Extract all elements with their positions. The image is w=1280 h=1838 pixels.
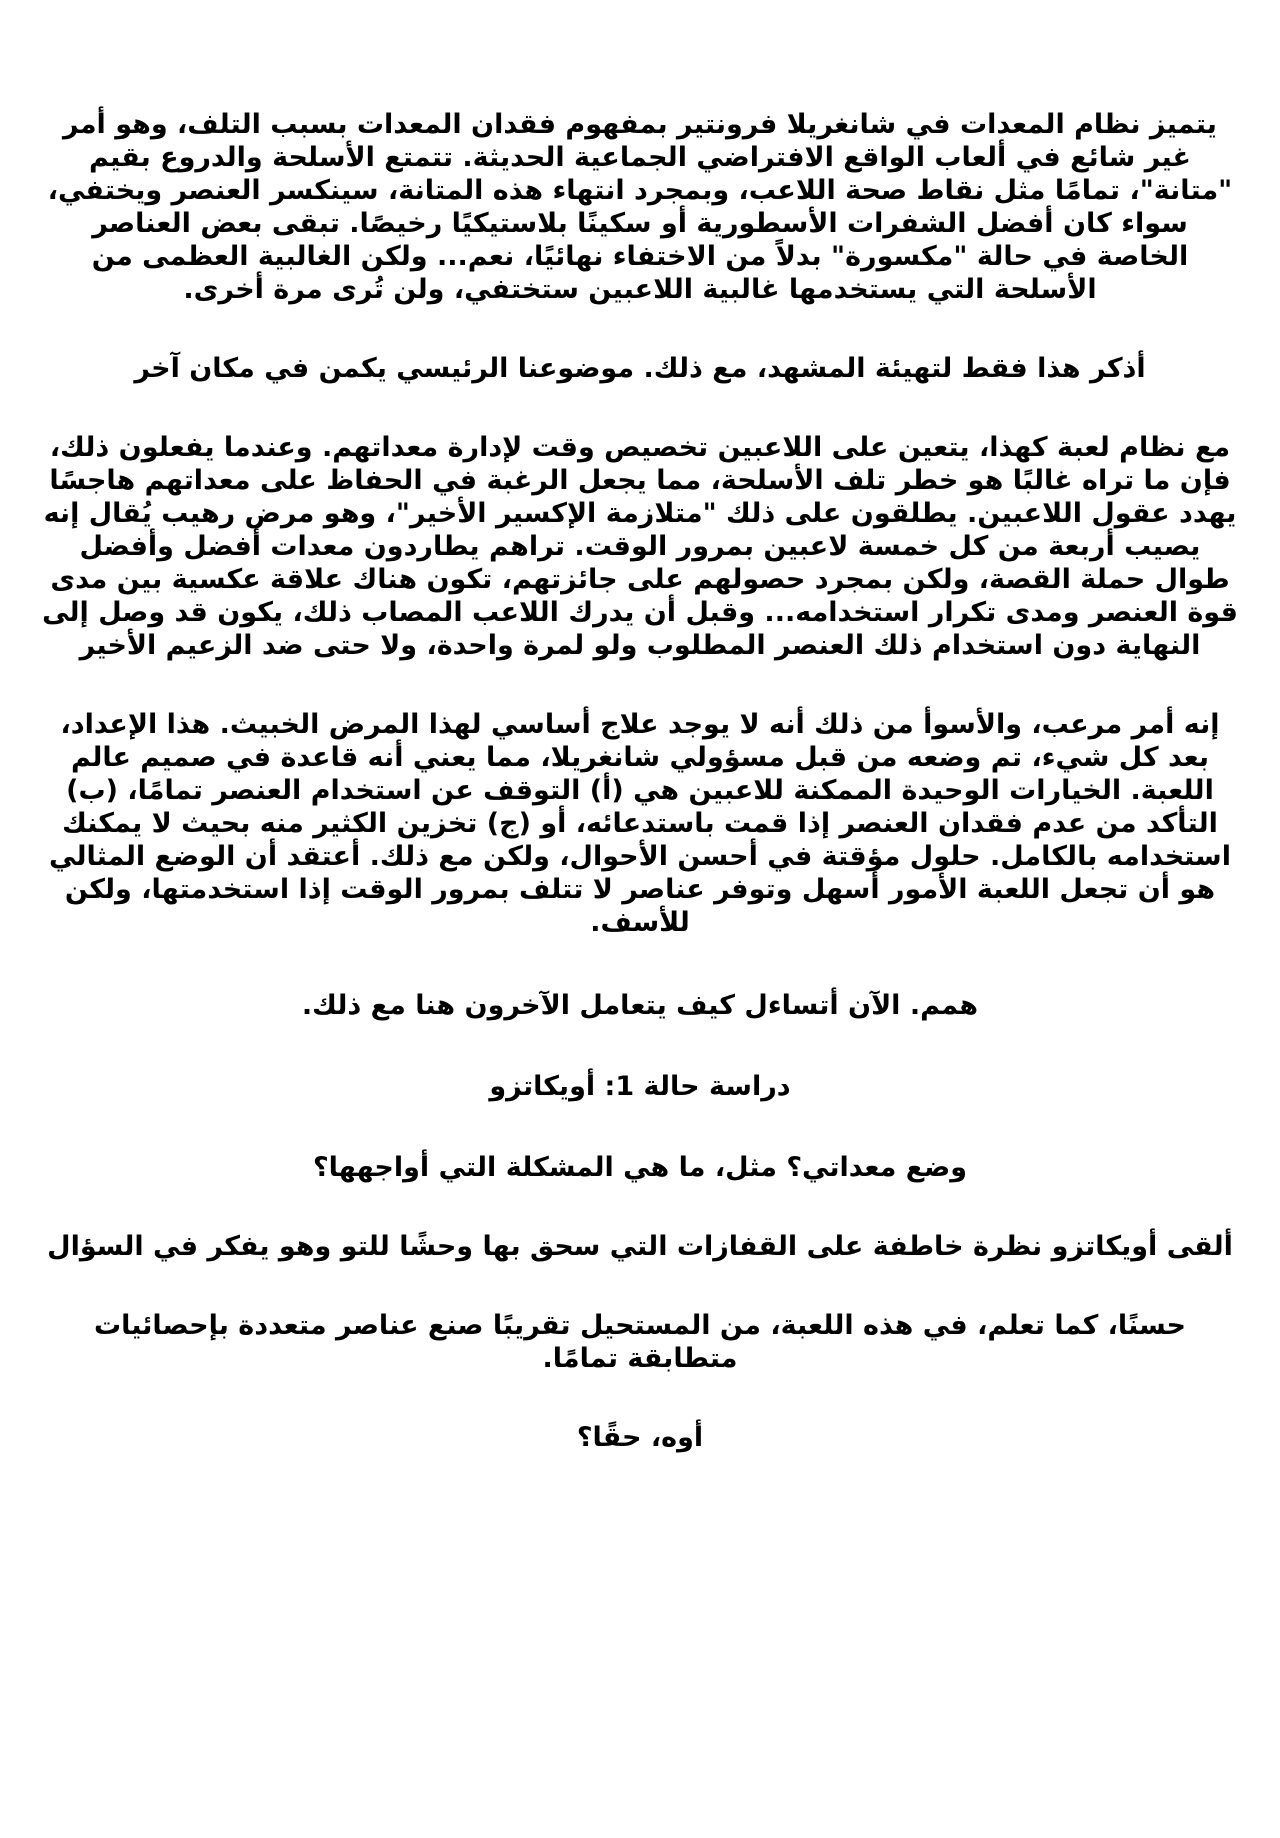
paragraph-scene-setting: أذكر هذا فقط لتهيئة المشهد، مع ذلك. موضوعنا الرئيسي يكمن في مكان آخر	[134, 353, 1146, 384]
paragraph-wonder: همم. الآن أتساءل كيف يتعامل الآخرون هنا مع ذلك.	[301, 990, 979, 1021]
dialogue-line-3: أوه، حقًا؟	[576, 1422, 704, 1453]
dialogue-line-1: وضع معداتي؟ مثل، ما هي المشكلة التي أواجهها؟	[312, 1152, 968, 1183]
paragraph-last-elixir-syndrome: مع نظام لعبة كهذا، يتعين على اللاعبين تخصيص وقت لإدارة معداتهم. وعندما يفعلون ذلك، فإن ما تراه غالبًا هو خطر تلف الأسلحة، مما يجعل الرغبة في الحفاظ على معداتهم هاجسًا يهدد عقول اللاعبين. يطلقون على ذلك "متلازمة الإكسير الأخير"، وهو مرض رهيب يُقال إنه يصيب أربعة من كل خمسة لاعبين بمرور الوقت. تراهم يطاردون معدات أفضل وأفضل طوال حملة القصة، ولكن بمجرد حصولهم على جائزتهم، تكون هناك علاقة عكسية بين مدى قوة العنصر ومدى تكرار استخدامه... وقبل أن يدرك اللاعب المصاب ذلك، يكون قد وصل إلى النهاية دون استخدام ذلك العنصر المطلوب ولو لمرة واحدة، ولا حتى ضد الزعيم الأخير	[42, 432, 1238, 661]
dialogue-line-2: حسنًا، كما تعلم، في هذه اللعبة، من المستحيل تقريبًا صنع عناصر متعددة بإحصائيات متطابقة تمامًا.	[93, 1310, 1187, 1374]
narration-line: ألقى أويكاتزو نظرة خاطفة على القفازات التي سحق بها وحشًا للتو وهو يفكر في السؤال	[47, 1231, 1233, 1262]
case-study-heading: دراسة حالة 1: أويكاتزو	[489, 1071, 791, 1102]
paragraph-no-cure: إنه أمر مرعب، والأسوأ من ذلك أنه لا يوجد علاج أساسي لهذا المرض الخبيث. هذا الإعداد، بعد كل شيء، تم وضعه من قبل مسؤولي شانغريلا، مما يعني أنه قاعدة في صميم عالم اللعبة. الخيارات الوحيدة الممكنة للاعبين هي (أ) التوقف عن استخدام العنصر تمامًا، (ب) التأكد من عدم فقدان العنصر إذا قمت باستدعائه، أو (ج) تخزين الكثير منه بحيث لا يمكنك استخدامه بالكامل. حلول مؤقتة في أحسن الأحوال، ولكن مع ذلك. أعتقد أن الوضع المثالي هو أن تجعل اللعبة الأمور أسهل وتوفر عناصر لا تتلف بمرور الوقت إذا استخدمتها، ولكن للأسف.	[49, 709, 1231, 938]
paragraph-equipment-durability: يتميز نظام المعدات في شانغريلا فرونتير بمفهوم فقدان المعدات بسبب التلف، وهو أمر غير شائع في ألعاب الواقع الافتراضي الجماعية الحديثة. تتمتع الأسلحة والدروع بقيم "متانة"، تمامًا مثل نقاط صحة اللاعب، وبمجرد انتهاء هذه المتانة، سينكسر العنصر ويختفي، سواء كان أفضل الشفرات الأسطورية أو سكينًا بلاستيكيًا رخيصًا. تبقى بعض العناصر الخاصة في حالة "مكسورة" بدلاً من الاختفاء نهائيًا، نعم... ولكن الغالبية العظمى من الأسلحة التي يستخدمها غالبية اللاعبين ستختفي، ولن تُرى مرة أخرى.	[47, 109, 1233, 305]
